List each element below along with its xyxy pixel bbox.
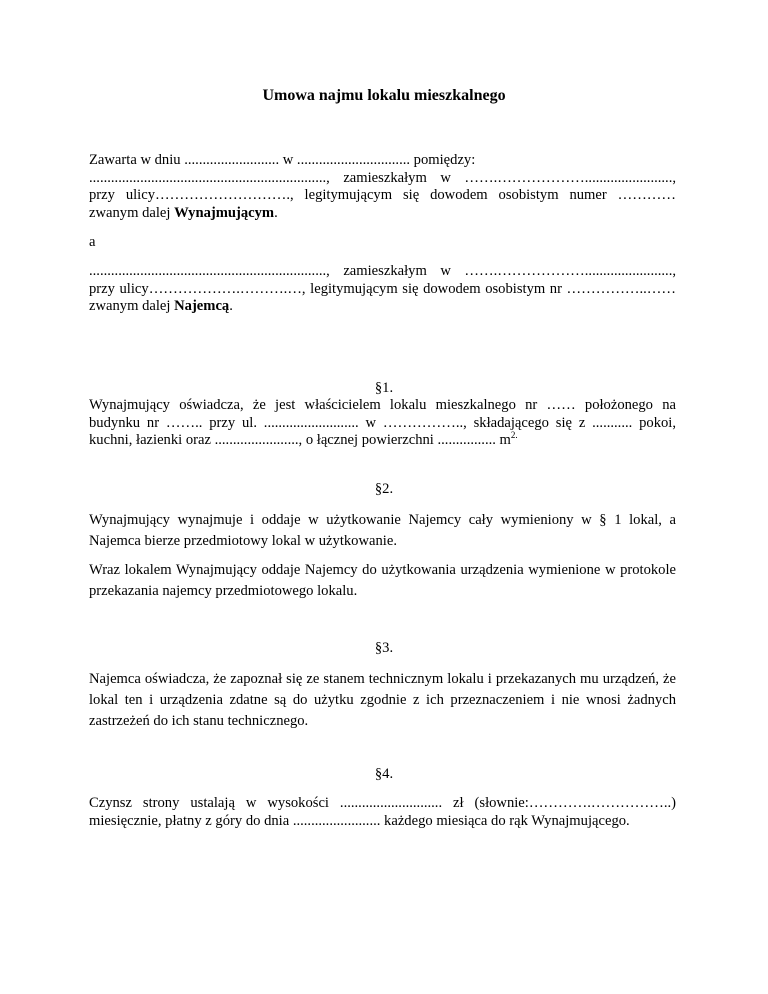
square-unit: 2. bbox=[510, 430, 518, 441]
section-1-line: budynku nr …….. przy ul. .......................... w …………….., składającego się z ........... pokoi, bbox=[89, 414, 676, 431]
party-one-block bbox=[89, 152, 676, 222]
party-one-role: Wynajmującym bbox=[174, 204, 275, 221]
party-two-role-line: zwanym dalej Najemcą. bbox=[89, 298, 233, 315]
party-two-role: Najemcą bbox=[174, 298, 230, 315]
section-1-body bbox=[89, 397, 676, 450]
party-two-street-line: przy ulicy……………….……….…, legitymującym się dowodem osobistym nr ……………..…… bbox=[89, 280, 676, 297]
party-two-address-line: ................................................................., zamieszkałym w …….………………........................, bbox=[89, 263, 676, 279]
section-4-line: Czynsz strony ustalają w wysokości ............................ zł (słownie:………….……………..) bbox=[89, 795, 676, 811]
section-3-heading: §3. bbox=[374, 640, 394, 656]
conjunction: a bbox=[89, 234, 96, 250]
section-3-paragraph: Najemca oświadcza, że zapoznał się ze stanem technicznym lokalu i przekazanych mu urządzeń, że lokal ten i urządzenia zdatne są do użytku zgodnie z ich przeznaczeniem i nie wnosi żadnych zastrzeżeń do ich stanu technicznego. bbox=[89, 671, 676, 729]
section-2-paragraph: Wraz lokalem Wynajmujący oddaje Najemcy do użytkowania urządzenia wymienione w protokole przekazania najemcy przedmiotowego lokalu. bbox=[89, 562, 676, 599]
section-1-heading: §1. bbox=[374, 380, 394, 396]
section-1-line: kuchni, łazienki oraz ......................., o łącznej powierzchni ................ $m^{2.}$ bbox=[89, 430, 518, 449]
party-one-street-line: przy ulicy………………………., legitymującym się dowodem osobistym numer ………… bbox=[89, 187, 676, 204]
section-2-paragraph: Wynajmujący wynajmuje i oddaje w użytkowanie Najemcy cały wymieniony w § 1 lokal, a Najemca bierze przedmiotowy lokal w użytkowanie. bbox=[89, 512, 676, 549]
section-1-line: Wynajmujący oświadcza, że jest właścicielem lokalu mieszkalnego nr …… położonego na bbox=[89, 397, 676, 413]
party-one-address-line: ................................................................., zamieszkałym w …….………………........................, bbox=[89, 169, 676, 186]
intro-line-date: Zawarta w dniu .......................... w ............................... pomiędzy: bbox=[89, 152, 476, 168]
party-one-role-line: zwanym dalej Wynajmującym. bbox=[89, 204, 278, 221]
party-two-block bbox=[89, 263, 676, 316]
section-4-body bbox=[89, 795, 676, 830]
document-title: Umowa najmu lokalu mieszkalnego bbox=[262, 87, 506, 104]
section-4-line: miesięcznie, płatny z góry do dnia ........................ każdego miesiąca do rąk Wynajmującego. bbox=[89, 812, 630, 829]
section-2-heading: §2. bbox=[374, 481, 394, 497]
section-4-heading: §4. bbox=[374, 766, 394, 782]
